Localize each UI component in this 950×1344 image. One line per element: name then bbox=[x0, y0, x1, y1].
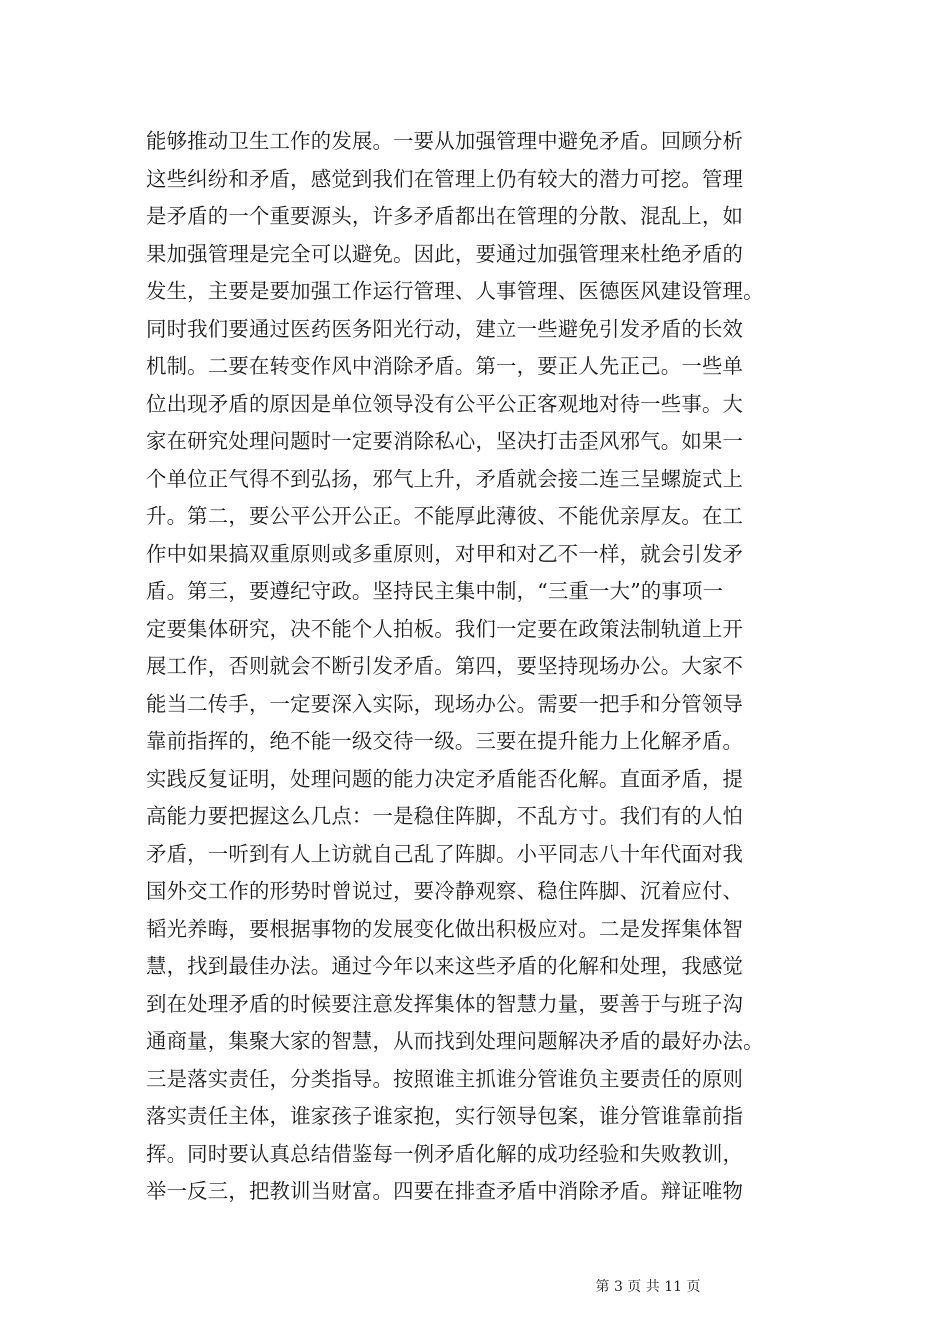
text-line: 国外交工作的形势时曾说过，要冷静观察、稳住阵脚、沉着应付、 bbox=[146, 879, 744, 903]
page-number-footer: 第 3 页 共 11 页 bbox=[595, 1279, 701, 1295]
text-line: 到在处理矛盾的时候要注意发挥集体的智慧力量，要善于与班子沟 bbox=[146, 991, 744, 1016]
text-line: 这些纠纷和矛盾，感觉到我们在管理上仍有较大的潜力可挖。管理 bbox=[146, 166, 744, 191]
text-line: 升。第二，要公平公开公正。不能厚此薄彼、不能优亲厚友。在工 bbox=[146, 504, 744, 528]
text-line: 个单位正气得不到弘扬，邪气上升，矛盾就会接二连三呈螺旋式上 bbox=[146, 466, 744, 491]
text-line: 发生，主要是要加强工作运行管理、人事管理、医德医风建设管理。 bbox=[146, 279, 764, 303]
text-line: 家在研究处理问题时一定要消除私心，坚决打击歪风邪气。如果一 bbox=[146, 429, 744, 453]
text-line: 定要集体研究，决不能个人拍板。我们一定要在政策法制轨道上开 bbox=[146, 616, 744, 641]
text-line: 三是落实责任，分类指导。按照谁主抓谁分管谁负主要责任的原则 bbox=[146, 1066, 744, 1091]
text-line: 挥。同时要认真总结借鉴每一例矛盾化解的成功经验和失败教训， bbox=[146, 1141, 744, 1166]
text-line: 是矛盾的一个重要源头，许多矛盾都出在管理的分散、混乱上，如 bbox=[146, 204, 744, 228]
text-line: 位出现矛盾的原因是单位领导没有公平公正客观地对待一些事。大 bbox=[146, 391, 744, 416]
text-line: 能够推动卫生工作的发展。一要从加强管理中避免矛盾。回顾分析 bbox=[146, 129, 744, 153]
text-line: 矛盾，一听到有人上访就自己乱了阵脚。小平同志八十年代面对我 bbox=[146, 841, 744, 866]
text-line: 韬光养晦，要根据事物的发展变化做出积极应对。二是发挥集体智 bbox=[146, 916, 744, 941]
text-line: 能当二传手，一定要深入实际，现场办公。需要一把手和分管领导 bbox=[146, 691, 744, 716]
text-line: 展工作，否则就会不断引发矛盾。第四，要坚持现场办公。大家不 bbox=[146, 654, 744, 678]
text-line: 落实责任主体，谁家孩子谁家抱，实行领导包案，谁分管谁靠前指 bbox=[146, 1104, 744, 1128]
text-line: 靠前指挥的，绝不能一级交待一级。三要在提升能力上化解矛盾。 bbox=[146, 729, 744, 753]
text-line: 盾。第三，要遵纪守政。坚持民主集中制，“三重一大”的事项一 bbox=[146, 579, 724, 603]
text-line: 高能力要把握这么几点：一是稳住阵脚，不乱方寸。我们有的人怕 bbox=[146, 804, 744, 828]
body-text bbox=[146, 123, 814, 1211]
text-line: 慧，找到最佳办法。通过今年以来这些矛盾的化解和处理，我感觉 bbox=[146, 954, 744, 978]
text-line: 举一反三，把教训当财富。四要在排查矛盾中消除矛盾。辩证唯物 bbox=[146, 1179, 744, 1203]
text-line: 机制。二要在转变作风中消除矛盾。第一，要正人先正己。一些单 bbox=[146, 354, 744, 378]
text-line: 同时我们要通过医药医务阳光行动，建立一些避免引发矛盾的长效 bbox=[146, 316, 744, 341]
text-line: 实践反复证明，处理问题的能力决定矛盾能否化解。直面矛盾，提 bbox=[146, 766, 744, 791]
text-line: 通商量，集聚大家的智慧，从而找到处理问题解决矛盾的最好办法。 bbox=[146, 1029, 764, 1053]
text-line: 作中如果搞双重原则或多重原则，对甲和对乙不一样，就会引发矛 bbox=[146, 541, 744, 566]
text-line: 果加强管理是完全可以避免。因此，要通过加强管理来杜绝矛盾的 bbox=[146, 241, 744, 266]
